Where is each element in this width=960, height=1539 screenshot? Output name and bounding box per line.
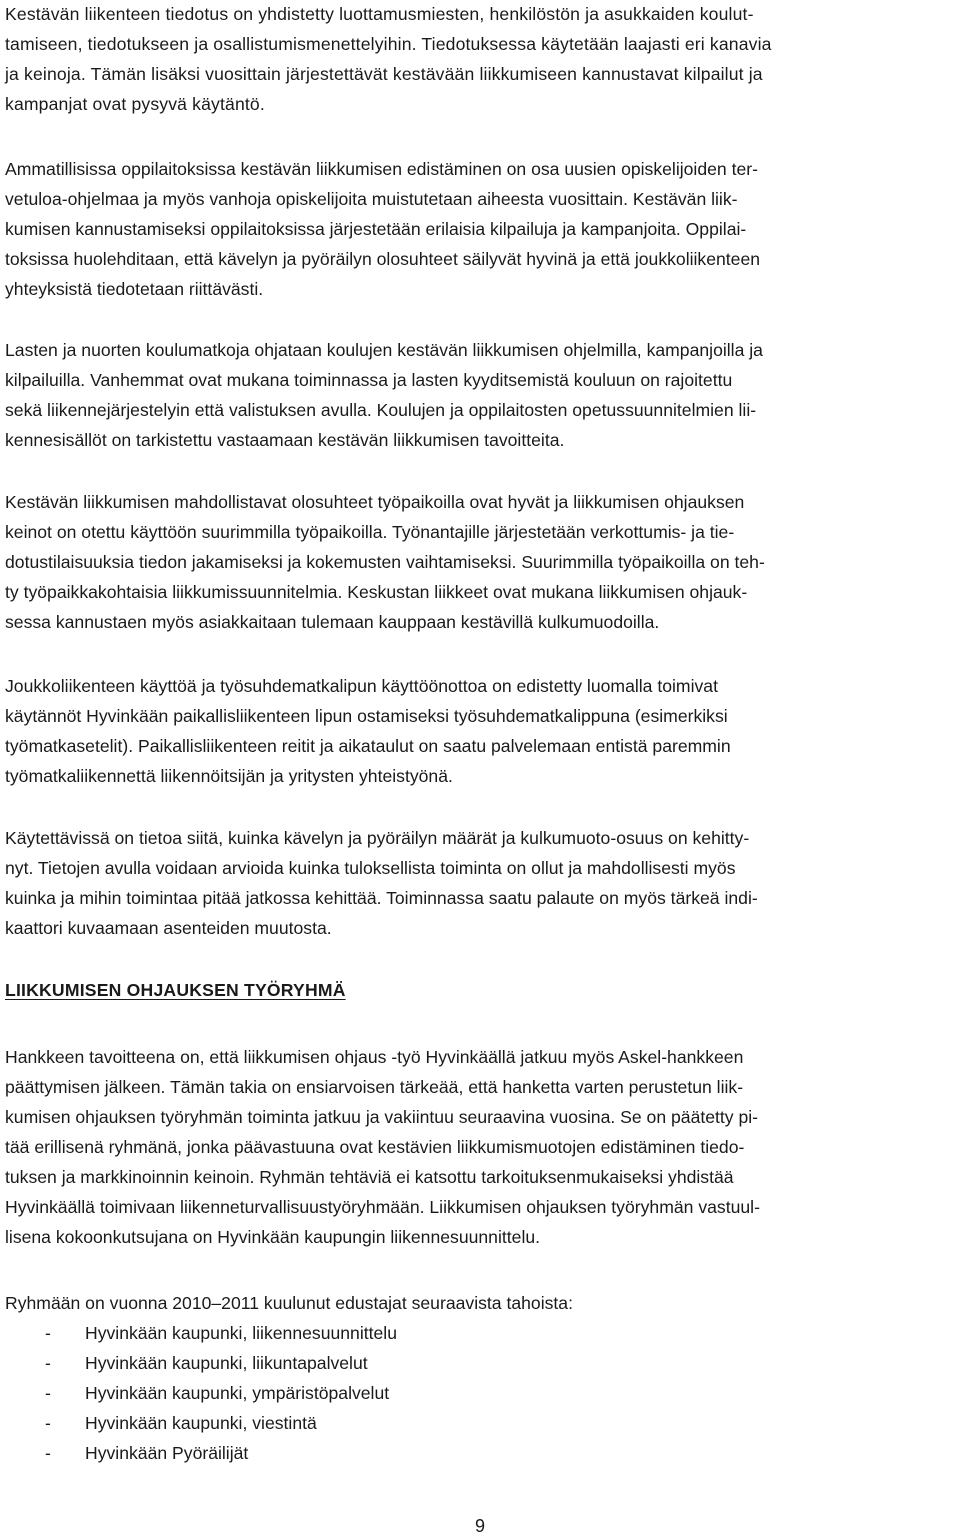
- text-line: Hyvinkäällä toimivaan liikenneturvallisuustyöryhmään. Liikkumisen ohjauksen työryhmän vastuul-: [5, 1197, 760, 1217]
- list-dash: -: [45, 1383, 51, 1403]
- text-line: sekä liikennejärjestelyin että valistuksen avulla. Koulujen ja oppilaitosten opetussuunnitelmien lii-: [5, 400, 757, 420]
- paragraph-tyoryhma: [5, 1042, 760, 1252]
- text-line: käytännöt Hyvinkään paikallisliikenteen lipun ostamiseksi työsuhdematkalippuna (esimerkiksi: [5, 706, 728, 726]
- text-line: päättymisen jälkeen. Tämän takia on ensiarvoisen tärkeää, että hanketta varten perustetun liik-: [5, 1077, 744, 1097]
- text-line: tää erillisenä ryhmänä, jonka päävastuuna ovat kestävien liikkumismuotojen edistäminen tiedo-: [5, 1137, 745, 1157]
- list-dash: -: [45, 1353, 51, 1373]
- text-line: tuksen ja markkinoinnin keinoin. Ryhmän tehtäviä ei katsottu tarkoituksenmukaiseksi yhdistää: [5, 1167, 734, 1187]
- text-line: yhteyksistä tiedotetaan riittävästi.: [5, 279, 264, 299]
- list-dash: -: [45, 1443, 51, 1463]
- list-dash: -: [45, 1413, 51, 1433]
- text-line: työmatkaliikennettä liikennöitsijän ja yritysten yhteistyönä.: [5, 766, 453, 786]
- text-line: kennesisällöt on tarkistettu vastaamaan kestävän liikkumisen tavoitteita.: [5, 430, 565, 450]
- text-line: vetuloa-ohjelmaa ja myös vanhoja opiskelijoita muistutetaan aiheesta vuosittain. Kestävän liik-: [5, 189, 738, 209]
- text-line: nyt. Tietojen avulla voidaan arvioida kuinka tuloksellista toiminta on ollut ja mahdollisesti myös: [5, 858, 736, 878]
- text-line: kumisen ohjauksen työryhmän toiminta jatkuu ja vakiintuu seuraavina vuosina. Se on päätetty pi-: [5, 1107, 759, 1127]
- list-intro: Ryhmään on vuonna 2010–2011 kuulunut edustajat seuraavista tahoista:: [5, 1293, 573, 1313]
- text-line: ja keinoja. Tämän lisäksi vuosittain järjestettävät kestävään liikkumiseen kannustavat kilpailut ja: [5, 64, 763, 84]
- list-item-text: Hyvinkään Pyöräilijät: [85, 1443, 249, 1463]
- text-line: dotustilaisuuksia tiedon jakamiseksi ja kokemusten vaihtamiseksi. Suurimmilla työpaikoilla on teh-: [5, 552, 765, 572]
- text-line: Käytettävissä on tietoa siitä, kuinka kävelyn ja pyöräilyn määrät ja kulkumuoto-osuus on kehitty-: [5, 828, 750, 848]
- text-line: kuinka ja mihin toimintaa pitää jatkossa kehittää. Toiminnassa saatu palaute on myös tärkeä indi-: [5, 888, 758, 908]
- section-heading: LIIKKUMISEN OHJAUKSEN TYÖRYHMÄ: [5, 980, 346, 1000]
- text-line: Lasten ja nuorten koulumatkoja ohjataan koulujen kestävän liikkumisen ohjelmilla, kampanjoilla ja: [5, 340, 763, 360]
- text-line: ty työpaikkakohtaisia liikkumissuunnitelmia. Keskustan liikkeet ovat mukana liikkumisen ohjauk-: [5, 582, 748, 602]
- text-line: keinot on otettu käyttöön suurimmilla työpaikoilla. Työnantajille järjestetään verkottumis- ja tie-: [5, 522, 735, 542]
- text-line: sessa kannustaen myös asiakkaitaan tulemaan kauppaan kestävillä kulkumuodoilla.: [5, 612, 660, 632]
- text-line: kaattori kuvaamaan asenteiden muutosta.: [5, 918, 332, 938]
- text-line: Joukkoliikenteen käyttöä ja työsuhdematkalipun käyttöönottoa on edistetty luomalla toimivat: [5, 676, 718, 696]
- paragraph-joukkoliikenne: [5, 671, 731, 791]
- list-item-text: Hyvinkään kaupunki, liikuntapalvelut: [85, 1353, 368, 1373]
- text-line: Hankkeen tavoitteena on, että liikkumisen ohjaus -työ Hyvinkäällä jatkuu myös Askel-hankkeen: [5, 1047, 744, 1067]
- text-line: Kestävän liikenteen tiedotus on yhdistetty luottamusmiesten, henkilöstön ja asukkaiden koulut-: [5, 4, 754, 24]
- list-item-text: Hyvinkään kaupunki, viestintä: [85, 1413, 317, 1433]
- text-line: kilpailuilla. Vanhemmat ovat mukana toiminnassa ja lasten kyyditsemistä kouluun on rajoitettu: [5, 370, 733, 390]
- list-dash: -: [45, 1323, 51, 1343]
- paragraph-koulumatkat: [5, 335, 763, 455]
- text-line: lisena kokoonkutsujana on Hyvinkään kaupungin liikennesuunnittelu.: [5, 1227, 541, 1247]
- paragraph-liikenteen-tiedotus: [5, 0, 772, 119]
- text-line: Kestävän liikkumisen mahdollistavat olosuhteet työpaikoilla ovat hyvät ja liikkumisen ohjauksen: [5, 492, 745, 512]
- paragraph-tyopaikat: [5, 487, 765, 637]
- page-number: 9: [474, 1516, 485, 1536]
- text-line: Ammatillisissa oppilaitoksissa kestävän liikkumisen edistäminen on osa uusien opiskelijoiden ter-: [5, 159, 758, 179]
- paragraph-seuranta: [5, 823, 758, 943]
- text-line: työmatkasetelit). Paikallisliikenteen reitit ja aikataulut on saatu palvelemaan entistä paremmin: [5, 736, 731, 756]
- text-line: kumisen kannustamiseksi oppilaitoksissa järjestetään erilaisia kilpailuja ja kampanjoita. Oppilai-: [5, 219, 747, 239]
- text-line: toksissa huolehditaan, että kävelyn ja pyöräilyn olosuhteet säilyvät hyvinä ja että joukkoliikenteen: [5, 249, 761, 269]
- text-line: tamiseen, tiedotukseen ja osallistumismenettelyihin. Tiedotuksessa käytetään laajasti eri kanavia: [5, 34, 772, 54]
- list-item-text: Hyvinkään kaupunki, ympäristöpalvelut: [85, 1383, 390, 1403]
- paragraph-ammatilliset-oppilaitokset: [5, 154, 760, 304]
- list-item-text: Hyvinkään kaupunki, liikennesuunnittelu: [85, 1323, 397, 1343]
- text-line: kampanjat ovat pysyvä käytäntö.: [5, 94, 265, 114]
